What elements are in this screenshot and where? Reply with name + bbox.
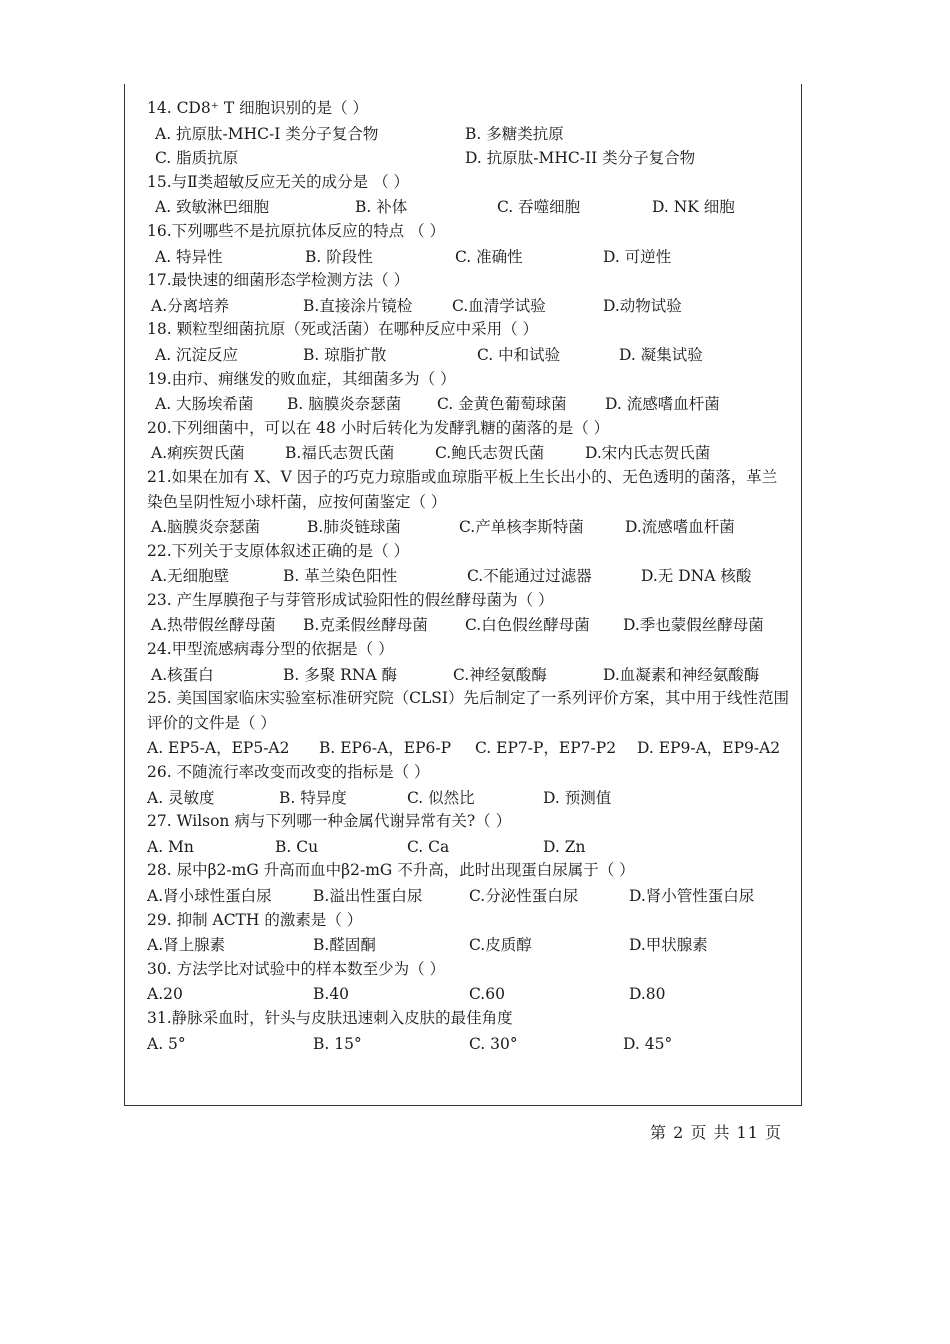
option-d: D. 抗原肽-MHC-II 类分子复合物: [465, 149, 696, 168]
question-18-options: [147, 342, 792, 367]
question-30-options: [147, 981, 792, 1006]
option-a: A.热带假丝酵母菌: [151, 616, 276, 635]
question-31-stem: 31.静脉采血时，针头与皮肤迅速刺入皮肤的最佳角度: [147, 1008, 513, 1027]
question-15-options: [147, 194, 792, 219]
option-a: A.肾小球性蛋白尿: [147, 887, 272, 905]
option-a: A.肾上腺素: [147, 936, 226, 955]
question-28-stem: 28. 尿中β2-mG 升高而血中β2-mG 不升高，此时出现蛋白尿属于（ ）: [147, 861, 635, 880]
question-25-options: [147, 735, 792, 760]
option-c: C. 准确性: [455, 247, 523, 266]
question-15-stem: 15.与Ⅱ类超敏反应无关的成分是 （ ）: [147, 172, 410, 191]
option-b: B. 脑膜炎奈瑟菌: [287, 395, 402, 414]
question-17-options: [147, 293, 792, 318]
option-b: B. Cu: [275, 837, 319, 856]
option-c: C. 中和试验: [477, 345, 561, 364]
option-d: D. 45°: [623, 1034, 673, 1053]
question-23-options: [147, 612, 792, 637]
question-27-options: [147, 834, 792, 859]
option-b: B. 多糖类抗原: [465, 124, 564, 143]
option-b: B. EP6-A，EP6-P: [319, 739, 452, 758]
question-14-options-row-1: [147, 121, 792, 146]
option-c: C.皮质醇: [469, 936, 532, 955]
option-c: C.分泌性蛋白尿: [469, 887, 579, 905]
option-d: D.肾小管性蛋白尿: [629, 887, 755, 905]
question-27-stem: 27. Wilson 病与下列哪一种金属代谢异常有关?（ ）: [147, 812, 512, 831]
question-21-stem: 21.如果在加有 X、V 因子的巧克力琼脂或血琼脂平板上生长出小的、无色透明的菌落，革兰染色呈阴性短小球杆菌，应按何菌鉴定（ ）: [147, 467, 778, 511]
option-a: A. 特异性: [155, 247, 223, 266]
question-14-options-row-2: [147, 145, 792, 170]
option-c: C. EP7-P，EP7-P2: [475, 739, 617, 758]
option-b: B. 补体: [355, 198, 408, 217]
option-d: D.甲状腺素: [629, 936, 708, 955]
page-number-footer: 第 2 页 共 11 页: [650, 1123, 782, 1142]
option-d: D. 可逆性: [603, 247, 672, 266]
option-b: B. 革兰染色阳性: [283, 567, 398, 586]
option-d: D. 流感嗜血杆菌: [605, 395, 720, 414]
question-29-options: [147, 932, 792, 957]
option-a: A.无细胞壁: [151, 567, 230, 586]
option-b: B.福氏志贺氏菌: [285, 444, 395, 463]
question-20-stem: 20.下列细菌中，可以在 48 小时后转化为发酵乳糖的菌落的是（ ）: [147, 418, 610, 437]
option-d: D.宋内氏志贺氏菌: [585, 444, 711, 463]
option-b: B. 琼脂扩散: [303, 345, 387, 364]
question-24-options: [147, 662, 792, 687]
question-22-stem: 22.下列关于支原体叙述正确的是（ ）: [147, 541, 410, 560]
option-c: C.白色假丝酵母菌: [465, 616, 590, 635]
option-c: C. 吞噬细胞: [497, 198, 581, 217]
option-c: C.产单核李斯特菌: [459, 518, 584, 537]
option-a: A.核蛋白: [151, 665, 214, 684]
option-d: D.无 DNA 核酸: [641, 567, 752, 586]
option-b: B.醛固酮: [313, 936, 376, 955]
option-d: D. Zn: [543, 837, 586, 856]
question-16-options: [147, 244, 792, 269]
option-a: A.分离培养: [151, 296, 230, 315]
question-26-stem: 26. 不随流行率改变而改变的指标是（ ）: [147, 763, 430, 782]
option-c: C. 似然比: [407, 788, 475, 807]
option-a: A. Mn: [147, 837, 194, 856]
question-19-options: [147, 391, 792, 416]
option-b: B.直接涂片镜检: [303, 296, 413, 315]
option-b: B. 15°: [313, 1034, 362, 1053]
option-b: B. 阶段性: [305, 247, 373, 266]
question-16-stem: 16.下列哪些不是抗原抗体反应的特点 （ ）: [147, 221, 446, 240]
option-d: D.季也蒙假丝酵母菌: [623, 616, 764, 635]
option-a: A. 5°: [147, 1034, 186, 1053]
option-b: B.克柔假丝酵母菌: [303, 616, 428, 635]
option-b: B.40: [313, 985, 350, 1004]
option-c: C.60: [469, 985, 505, 1004]
question-19-stem: 19.由疖、痈继发的败血症，其细菌多为（ ）: [147, 369, 456, 388]
option-c: C.神经氨酸酶: [453, 665, 547, 684]
question-22-options: [147, 563, 792, 588]
question-28-options: [147, 883, 792, 908]
option-a: A. EP5-A，EP5-A2: [147, 739, 290, 758]
option-d: D.动物试验: [603, 296, 682, 315]
option-a: A. 沉淀反应: [155, 345, 239, 364]
option-d: D.80: [629, 985, 666, 1004]
option-b: B. 多聚 RNA 酶: [283, 665, 398, 684]
question-17-stem: 17.最快速的细菌形态学检测方法（ ）: [147, 271, 410, 290]
option-d: D. 预测值: [543, 788, 612, 807]
option-c: C. 脂质抗原: [155, 149, 239, 168]
option-d: D.流感嗜血杆菌: [625, 518, 735, 537]
question-31-options: [147, 1031, 792, 1056]
option-d: D. NK 细胞: [652, 198, 735, 217]
option-c: C. Ca: [407, 837, 450, 856]
question-20-options: [147, 440, 792, 465]
option-c: C.鲍氏志贺氏菌: [435, 444, 545, 463]
option-d: D. EP9-A，EP9-A2: [637, 739, 781, 758]
option-a: A.痢疾贺氏菌: [151, 444, 245, 463]
question-21-options: [147, 514, 792, 539]
option-c: C.不能通过过滤器: [467, 567, 592, 586]
option-a: A. 抗原肽-MHC-I 类分子复合物: [155, 124, 379, 143]
option-b: B.肺炎链球菌: [307, 518, 401, 537]
option-a: A. 致敏淋巴细胞: [155, 198, 270, 217]
question-25-stem: 25. 美国国家临床实验室标准研究院（CLSI）先后制定了一系列评价方案，其中用于线性范围评价的文件是（ ）: [147, 689, 789, 732]
option-c: C.血清学试验: [452, 296, 546, 315]
option-a: A.脑膜炎奈瑟菌: [151, 518, 261, 537]
option-a: A. 大肠埃希菌: [155, 395, 254, 414]
option-c: C. 金黄色葡萄球菌: [437, 395, 567, 414]
question-24-stem: 24.甲型流感病毒分型的依据是（ ）: [147, 640, 394, 659]
option-a: A. 灵敏度: [147, 788, 215, 807]
question-23-stem: 23. 产生厚膜孢子与芽管形成试验阳性的假丝酵母菌为（ ）: [147, 590, 554, 609]
option-c: C. 30°: [469, 1034, 518, 1053]
question-30-stem: 30. 方法学比对试验中的样本数至少为（ ）: [147, 959, 446, 978]
option-a: A.20: [147, 985, 183, 1004]
option-b: B. 特异度: [279, 788, 347, 807]
question-list: [147, 96, 792, 1055]
option-b: B.溢出性蛋白尿: [313, 887, 423, 905]
option-d: D. 凝集试验: [619, 345, 703, 364]
question-18-stem: 18. 颗粒型细菌抗原（死或活菌）在哪种反应中采用（ ）: [147, 320, 539, 339]
question-14-stem: 14. CD8⁺ T 细胞识别的是（ ）: [147, 99, 369, 117]
option-d: D.血凝素和神经氨酸酶: [603, 665, 760, 684]
question-26-options: [147, 785, 792, 810]
question-29-stem: 29. 抑制 ACTH 的激素是（ ）: [147, 910, 363, 929]
